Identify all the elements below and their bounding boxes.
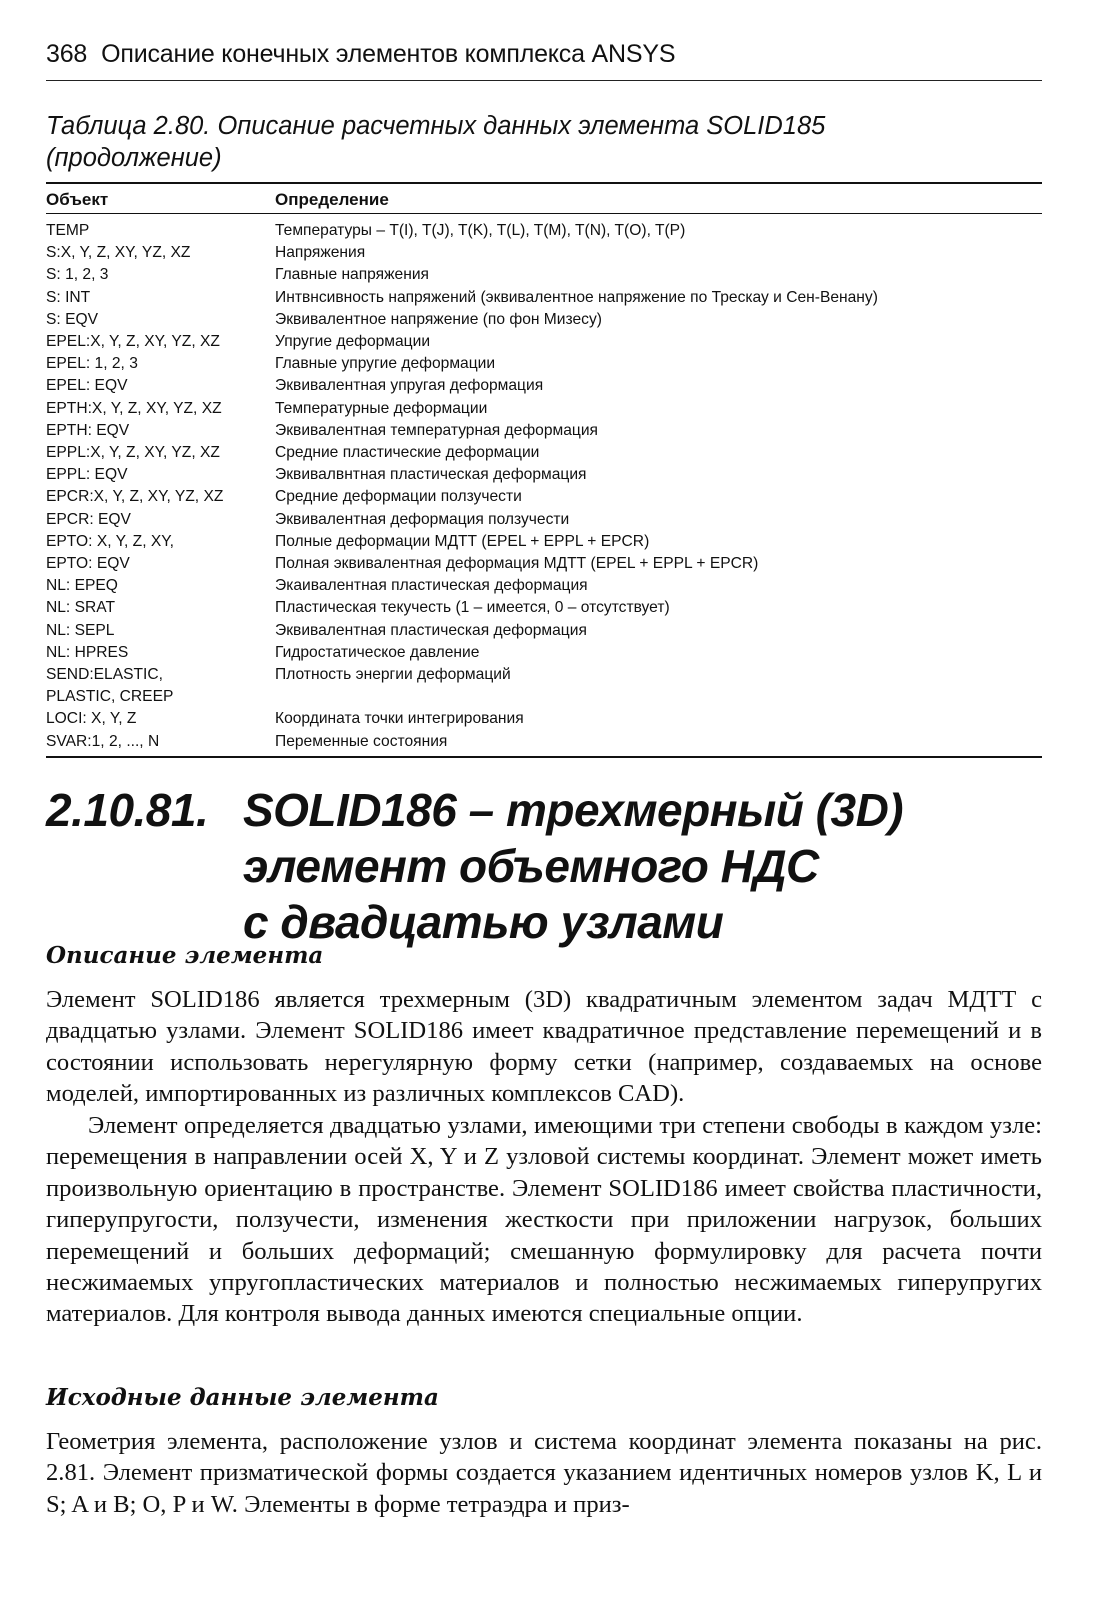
table-top-divider <box>46 182 1042 184</box>
table-row <box>46 287 1042 309</box>
description-heading: Описание элемента <box>46 942 324 969</box>
table-cell-object: EPTH:X, Y, Z, XY, YZ, XZ <box>46 399 222 417</box>
table-bottom-divider <box>46 756 1042 758</box>
table-cell-object: S: EQV <box>46 310 98 328</box>
section-title-line3: с двадцатью узлами <box>243 896 724 948</box>
description-paragraph-2: Элемент определяется двадцатью узлами, имеющими три степени свободы в каждом узле: перемещения в направлении осей X, Y и Z узловой системы координат. Элемент может иметь произвольную ориентацию в пространстве. Элемент SOLID186 имеет свойства пластичности, гиперупругости, ползучести, изменения жесткости при приложении нагрузок, больших перемещений и больших деформаций; смешанную формулировку для расчета почти несжимаемых упругопластических материалов и полностью несжимаемых гиперупругих материалов. Для контроля вывода данных имеются специальные опции. <box>46 1112 1042 1328</box>
table-caption-line2: (продолжение) <box>46 144 222 172</box>
table-row <box>46 375 1042 397</box>
table-row <box>46 597 1042 619</box>
table-cell-object: EPPL:X, Y, Z, XY, YZ, XZ <box>46 444 220 462</box>
table-row <box>46 242 1042 264</box>
table-row <box>46 642 1042 664</box>
table-row <box>46 309 1042 331</box>
table-row <box>46 553 1042 575</box>
table-cell-object: LOCI: X, Y, Z <box>46 710 137 728</box>
input-data-heading: Исходные данные элемента <box>46 1384 439 1411</box>
table-row <box>46 353 1042 375</box>
table-row <box>46 398 1042 420</box>
table-cell-object: EPCR: EQV <box>46 510 131 528</box>
running-title: Описание конечных элементов комплекса ANSYS <box>101 40 676 68</box>
table-row <box>46 509 1042 531</box>
table-cell-definition: Эквивалентная пластическая деформация <box>275 621 587 639</box>
table-row <box>46 420 1042 442</box>
table-body <box>46 214 1042 753</box>
table-cell-object: EPCR:X, Y, Z, XY, YZ, XZ <box>46 488 224 506</box>
table-cell-definition: Эквивалентная деформация ползучести <box>275 510 570 528</box>
table-cell-object: EPPL: EQV <box>46 466 128 484</box>
table-cell-definition: Эквивалентная температурная деформация <box>275 421 598 439</box>
table-row <box>46 731 1042 753</box>
table-cell-definition: Переменные состояния <box>275 732 448 750</box>
table-header-row <box>46 186 1042 214</box>
table-row <box>46 331 1042 353</box>
table-row <box>46 264 1042 286</box>
table-cell-object: EPTO: EQV <box>46 555 130 573</box>
table-row <box>46 708 1042 730</box>
section-number: 2.10.81. <box>46 784 209 836</box>
table-cell-object: EPTO: X, Y, Z, XY, <box>46 532 174 550</box>
document-page <box>46 0 1042 1600</box>
table-cell-object: SVAR:1, 2, ..., N <box>46 732 160 750</box>
table-cell-object: S: 1, 2, 3 <box>46 266 109 284</box>
table-row <box>46 686 1042 708</box>
section-heading-line1 <box>46 782 1042 838</box>
table-row <box>46 220 1042 242</box>
table-caption <box>46 110 1042 174</box>
table-row <box>46 531 1042 553</box>
page-number: 368 <box>46 40 88 68</box>
table-cell-object: S:X, Y, Z, XY, YZ, XZ <box>46 244 191 262</box>
table-row <box>46 620 1042 642</box>
section-title-line2: элемент объемного НДС <box>243 840 819 892</box>
section-heading <box>46 782 1042 950</box>
table-row <box>46 464 1042 486</box>
table-cell-definition: Плотность энергии деформаций <box>275 666 511 684</box>
table-cell-object: NL: HPRES <box>46 643 129 661</box>
table-cell-object: EPTH: EQV <box>46 421 130 439</box>
table-cell-object: EPEL: 1, 2, 3 <box>46 355 138 373</box>
table-cell-definition: Напряжения <box>275 244 366 262</box>
table-cell-definition: Полная эквивалентная деформация МДТТ (EPEL + EPPL + EPCR) <box>275 555 759 573</box>
table-cell-definition <box>275 686 1042 708</box>
table-cell-object: NL: EPEQ <box>46 577 118 595</box>
table-cell-definition: Главные упругие деформации <box>275 355 496 373</box>
table-cell-definition: Гидростатическое давление <box>275 643 480 661</box>
table-row <box>46 486 1042 508</box>
table-cell-definition: Полные деформации МДТТ (EPEL + EPPL + EPCR) <box>275 532 650 550</box>
column-header-object: Объект <box>46 190 109 209</box>
section-title-line1: SOLID186 – трехмерный (3D) <box>243 784 904 836</box>
table-cell-object: SEND:ELASTIC, <box>46 666 163 684</box>
table-cell-definition: Эквивалвнтная пластическая деформация <box>275 466 587 484</box>
table-cell-object: EPEL: EQV <box>46 377 128 395</box>
table-row <box>46 664 1042 686</box>
table-cell-definition: Координата точки интегрирования <box>275 710 524 728</box>
table-cell-definition: Эквивалентная упругая деформация <box>275 377 544 395</box>
running-head <box>46 40 675 69</box>
table-cell-object: NL: SRAT <box>46 599 116 617</box>
table-cell-object: TEMP <box>46 222 90 239</box>
table-cell-object: NL: SEPL <box>46 621 115 639</box>
table-cell-object: S: INT <box>46 288 91 306</box>
table-cell-definition: Средние пластические деформации <box>275 444 540 462</box>
input-data-paragraph-1: Геометрия элемента, расположение узлов и система координат элемента показаны на рис. 2.81. Элемент призматической формы создается указанием идентичных номеров узлов K, L и S; A и B; O, P и W. Элементы в форме тетраэдра и приз- <box>46 1428 1042 1518</box>
table-cell-definition: Температуры – T(I), T(J), T(K), T(L), T(M), T(N), T(O), T(P) <box>275 222 686 239</box>
table-cell-definition: Эквивалентное напряжение (по фон Мизесу) <box>275 310 602 328</box>
table-cell-object: PLASTIC, CREEP <box>46 688 174 706</box>
table-caption-line1: Таблица 2.80. Описание расчетных данных элемента SOLID185 <box>46 112 826 140</box>
header-divider <box>46 80 1042 81</box>
table-cell-definition: Пластическая текучесть (1 – имеется, 0 – отсутствует) <box>275 599 670 617</box>
table-cell-definition: Средние деформации ползучести <box>275 488 522 506</box>
column-header-definition: Определение <box>275 190 389 209</box>
table-row <box>46 442 1042 464</box>
table-row <box>46 575 1042 597</box>
table-cell-definition: Экаивалентная пластическая деформация <box>275 577 588 595</box>
description-paragraph-1: Элемент SOLID186 является трехмерным (3D) квадратичным элементом задач МДТТ с двадцатью узлами. Элемент SOLID186 имеет квадратичное представление перемещений и в состоянии использовать нерегулярную форму сетки (например, создаваемых на основе моделей, импортированных из различных комплексов CAD). <box>46 986 1042 1108</box>
table-cell-object: EPEL:X, Y, Z, XY, YZ, XZ <box>46 333 220 351</box>
results-table <box>46 186 1042 753</box>
table-cell-definition: Главные напряжения <box>275 266 429 284</box>
table-cell-definition: Температурные деформации <box>275 399 488 417</box>
table-cell-definition: Интвнсивность напряжений (эквивалентное напряжение по Треcкау и Сен-Венану) <box>275 288 878 306</box>
table-cell-definition: Упругие деформации <box>275 333 431 351</box>
